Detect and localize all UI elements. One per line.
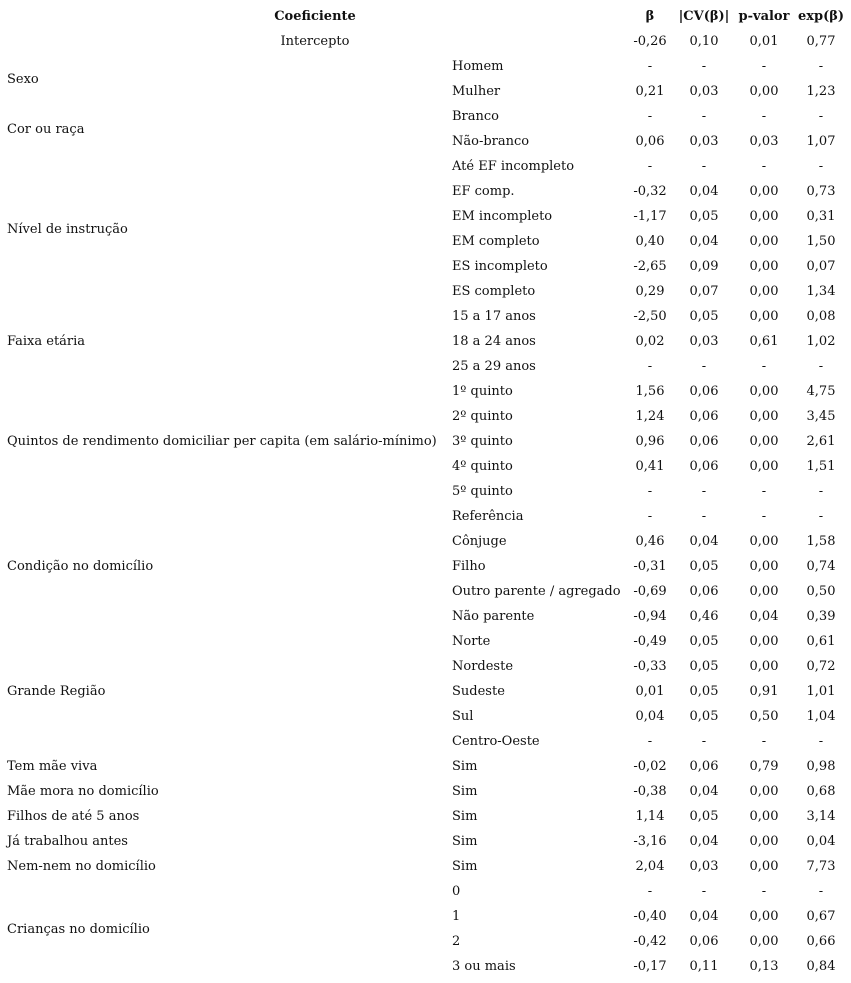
header-coeficiente: Coeficiente xyxy=(274,9,356,24)
p-value-cell: 0,00 xyxy=(749,584,779,599)
cv-cell: 0,06 xyxy=(689,934,719,949)
p-value-cell: 0,00 xyxy=(749,634,779,649)
beta-cell: 0,01 xyxy=(635,684,665,699)
cv-cell: 0,03 xyxy=(689,859,719,874)
level-label: ES completo xyxy=(452,284,536,299)
p-value-cell: - xyxy=(761,359,767,374)
p-value-cell: 0,00 xyxy=(749,659,779,674)
exp-beta-cell: 0,39 xyxy=(806,609,836,624)
exp-beta-cell: - xyxy=(818,359,824,374)
p-value-cell: - xyxy=(761,109,767,124)
level-label: Não parente xyxy=(452,609,535,624)
level-label: 2 xyxy=(452,934,461,949)
exp-beta-cell: 0,04 xyxy=(806,834,836,849)
p-value-cell: 0,00 xyxy=(749,184,779,199)
beta-cell: - xyxy=(647,359,653,374)
group-label: Grande Região xyxy=(7,684,106,699)
exp-beta-cell: 0,31 xyxy=(806,209,836,224)
level-label: Norte xyxy=(452,634,491,649)
cv-cell: 0,06 xyxy=(689,459,719,474)
exp-beta-cell: 1,07 xyxy=(806,134,836,149)
exp-beta-cell: 0,84 xyxy=(806,959,836,974)
cv-cell: 0,03 xyxy=(689,134,719,149)
exp-beta-cell: 0,68 xyxy=(806,784,836,799)
beta-cell: -0,94 xyxy=(633,609,667,624)
exp-beta-cell: 0,08 xyxy=(806,309,836,324)
beta-cell: 0,96 xyxy=(635,434,665,449)
p-value-cell: 0,79 xyxy=(749,759,779,774)
exp-beta-cell: 0,66 xyxy=(806,934,836,949)
level-label: 0 xyxy=(452,884,461,899)
beta-cell: 1,24 xyxy=(635,409,665,424)
exp-beta-cell: 3,45 xyxy=(806,409,836,424)
level-label: 3º quinto xyxy=(452,434,513,449)
beta-cell: -1,17 xyxy=(633,209,667,224)
exp-beta-cell: - xyxy=(818,484,824,499)
level-label: Centro-Oeste xyxy=(452,734,540,749)
cv-cell: 0,04 xyxy=(689,534,719,549)
exp-beta-cell: 1,01 xyxy=(806,684,836,699)
exp-beta-cell: 1,02 xyxy=(806,334,836,349)
level-label: Sim xyxy=(452,784,478,799)
p-value-cell: 0,00 xyxy=(749,909,779,924)
header-cv: |CV(β)| xyxy=(678,9,730,24)
beta-cell: - xyxy=(647,159,653,174)
beta-cell: 0,06 xyxy=(635,134,665,149)
group-label: Nível de instrução xyxy=(7,221,128,237)
p-value-cell: 0,00 xyxy=(749,309,779,324)
group-label: Condição no domicílio xyxy=(7,559,154,574)
cv-cell: - xyxy=(701,359,707,374)
level-label: 1º quinto xyxy=(452,384,513,399)
cv-cell: 0,06 xyxy=(689,409,719,424)
level-label: Sul xyxy=(452,709,474,724)
level-label: Sim xyxy=(452,809,478,824)
level-label: Nordeste xyxy=(452,659,514,674)
p-value-cell: - xyxy=(761,734,767,749)
cv-cell: 0,05 xyxy=(689,634,719,649)
beta-cell: 0,02 xyxy=(635,334,665,349)
beta-cell: - xyxy=(647,484,653,499)
p-value-cell: 0,00 xyxy=(749,934,779,949)
cv-cell: 0,05 xyxy=(689,809,719,824)
cv-cell: 0,04 xyxy=(689,909,719,924)
exp-beta-cell: - xyxy=(818,159,824,174)
p-value-cell: 0,00 xyxy=(749,809,779,824)
exp-beta-cell: 1,34 xyxy=(806,284,836,299)
exp-beta-cell: 0,98 xyxy=(806,759,836,774)
exp-beta-cell: 1,23 xyxy=(806,84,836,99)
exp-beta-cell: 7,73 xyxy=(806,859,836,874)
cv-cell: 0,11 xyxy=(689,959,719,974)
p-value-cell: - xyxy=(761,59,767,74)
group-label: Faixa etária xyxy=(7,334,86,349)
level-label: 3 ou mais xyxy=(452,959,516,974)
group-label: Mãe mora no domicílio xyxy=(7,784,159,799)
beta-cell: 1,14 xyxy=(635,809,665,824)
cv-cell: 0,03 xyxy=(689,84,719,99)
cv-cell: - xyxy=(701,509,707,524)
level-label: Homem xyxy=(452,59,504,74)
intercept-cv: 0,10 xyxy=(689,34,719,49)
exp-beta-cell: - xyxy=(818,734,824,749)
p-value-cell: 0,00 xyxy=(749,234,779,249)
group-label: Já trabalhou antes xyxy=(7,834,128,849)
exp-beta-cell: 0,74 xyxy=(806,559,836,574)
exp-beta-cell: - xyxy=(818,109,824,124)
level-label: Não-branco xyxy=(452,134,530,149)
p-value-cell: 0,04 xyxy=(749,609,779,624)
level-label: 5º quinto xyxy=(452,484,513,499)
group-label: Nem-nem no domicílio xyxy=(7,859,156,874)
cv-cell: - xyxy=(701,884,707,899)
p-value-cell: 0,13 xyxy=(749,959,779,974)
beta-cell: 0,29 xyxy=(635,284,665,299)
level-label: Referência xyxy=(452,509,524,524)
cv-cell: 0,04 xyxy=(689,784,719,799)
cv-cell: 0,04 xyxy=(689,834,719,849)
beta-cell: -0,40 xyxy=(633,909,667,924)
p-value-cell: 0,00 xyxy=(749,434,779,449)
exp-beta-cell: 4,75 xyxy=(806,384,836,399)
beta-cell: -2,65 xyxy=(633,259,667,274)
p-value-cell: 0,00 xyxy=(749,859,779,874)
p-value-cell: 0,00 xyxy=(749,784,779,799)
exp-beta-cell: 0,67 xyxy=(806,909,836,924)
p-value-cell: 0,00 xyxy=(749,209,779,224)
group-label: Quintos de rendimento domiciliar per capita (em salário-mínimo) xyxy=(7,434,437,449)
beta-cell: -0,69 xyxy=(633,584,667,599)
intercept-p-value: 0,01 xyxy=(749,34,779,49)
p-value-cell: 0,03 xyxy=(749,134,779,149)
beta-cell: 2,04 xyxy=(635,859,665,874)
cv-cell: 0,04 xyxy=(689,184,719,199)
p-value-cell: - xyxy=(761,884,767,899)
beta-cell: - xyxy=(647,509,653,524)
level-label: 1 xyxy=(452,909,461,924)
p-value-cell: 0,00 xyxy=(749,834,779,849)
p-value-cell: 0,61 xyxy=(749,334,779,349)
group-label: Tem mãe viva xyxy=(7,759,98,774)
level-label: Sim xyxy=(452,859,478,874)
exp-beta-cell: 1,50 xyxy=(806,234,836,249)
level-label: 25 a 29 anos xyxy=(452,359,536,374)
cv-cell: - xyxy=(701,109,707,124)
beta-cell: 0,21 xyxy=(635,84,665,99)
cv-cell: 0,46 xyxy=(689,609,719,624)
exp-beta-cell: 0,73 xyxy=(806,184,836,199)
level-label: ES incompleto xyxy=(452,259,548,274)
cv-cell: 0,05 xyxy=(689,309,719,324)
exp-beta-cell: - xyxy=(818,884,824,899)
cv-cell: 0,07 xyxy=(689,284,719,299)
group-label: Crianças no domicílio xyxy=(7,921,150,937)
p-value-cell: 0,00 xyxy=(749,384,779,399)
exp-beta-cell: - xyxy=(818,509,824,524)
level-label: Sim xyxy=(452,759,478,774)
level-label: Sim xyxy=(452,834,478,849)
p-value-cell: - xyxy=(761,484,767,499)
cv-cell: 0,06 xyxy=(689,434,719,449)
level-label: Outro parente / agregado xyxy=(452,584,621,599)
p-value-cell: 0,00 xyxy=(749,534,779,549)
cv-cell: 0,05 xyxy=(689,559,719,574)
beta-cell: -0,02 xyxy=(633,759,667,774)
p-value-cell: 0,00 xyxy=(749,459,779,474)
level-label: EM completo xyxy=(452,234,540,249)
group-label: Cor ou raça xyxy=(7,121,85,137)
p-value-cell: 0,00 xyxy=(749,559,779,574)
beta-cell: 0,46 xyxy=(635,534,665,549)
cv-cell: 0,05 xyxy=(689,659,719,674)
p-value-cell: 0,00 xyxy=(749,259,779,274)
level-label: Filho xyxy=(452,559,486,574)
intercept-label: Intercepto xyxy=(280,34,350,49)
header-exp-beta: exp(β) xyxy=(797,9,845,24)
p-value-cell: 0,50 xyxy=(749,709,779,724)
beta-cell: - xyxy=(647,734,653,749)
p-value-cell: - xyxy=(761,159,767,174)
beta-cell: 0,41 xyxy=(635,459,665,474)
cv-cell: 0,05 xyxy=(689,709,719,724)
intercept-beta: -0,26 xyxy=(633,34,667,49)
level-label: Mulher xyxy=(452,84,501,99)
cv-cell: - xyxy=(701,484,707,499)
beta-cell: -0,32 xyxy=(633,184,667,199)
cv-cell: - xyxy=(701,159,707,174)
beta-cell: - xyxy=(647,884,653,899)
beta-cell: -0,33 xyxy=(633,659,667,674)
beta-cell: -0,17 xyxy=(633,959,667,974)
cv-cell: 0,05 xyxy=(689,684,719,699)
exp-beta-cell: 3,14 xyxy=(806,809,836,824)
beta-cell: -0,31 xyxy=(633,559,667,574)
level-label: 15 a 17 anos xyxy=(452,309,536,324)
level-label: Branco xyxy=(452,109,499,124)
level-label: 4º quinto xyxy=(452,459,513,474)
exp-beta-cell: 0,72 xyxy=(806,659,836,674)
cv-cell: 0,04 xyxy=(689,234,719,249)
intercept-exp: 0,77 xyxy=(806,34,836,49)
p-value-cell: 0,91 xyxy=(749,684,779,699)
beta-cell: -0,38 xyxy=(633,784,667,799)
beta-cell: -0,42 xyxy=(633,934,667,949)
header-p-valor: p-valor xyxy=(738,9,790,24)
exp-beta-cell: 2,61 xyxy=(806,434,836,449)
p-value-cell: 0,00 xyxy=(749,84,779,99)
exp-beta-cell: 0,50 xyxy=(806,584,836,599)
cv-cell: 0,09 xyxy=(689,259,719,274)
p-value-cell: - xyxy=(761,509,767,524)
group-label: Sexo xyxy=(7,71,39,87)
beta-cell: 0,40 xyxy=(635,234,665,249)
cv-cell: - xyxy=(701,734,707,749)
level-label: Sudeste xyxy=(452,684,505,699)
cv-cell: 0,03 xyxy=(689,334,719,349)
p-value-cell: 0,00 xyxy=(749,284,779,299)
p-value-cell: 0,00 xyxy=(749,409,779,424)
beta-cell: 1,56 xyxy=(635,384,665,399)
beta-cell: -3,16 xyxy=(633,834,667,849)
level-label: 2º quinto xyxy=(452,409,513,424)
level-label: EF comp. xyxy=(452,184,515,199)
level-label: Cônjuge xyxy=(452,534,507,549)
beta-cell: -0,49 xyxy=(633,634,667,649)
beta-cell: - xyxy=(647,59,653,74)
level-label: EM incompleto xyxy=(452,209,553,224)
beta-cell: -2,50 xyxy=(633,309,667,324)
cv-cell: - xyxy=(701,59,707,74)
cv-cell: 0,05 xyxy=(689,209,719,224)
cv-cell: 0,06 xyxy=(689,759,719,774)
level-label: 18 a 24 anos xyxy=(452,334,536,349)
exp-beta-cell: 0,61 xyxy=(806,634,836,649)
header-beta: β xyxy=(645,9,655,24)
exp-beta-cell: 1,04 xyxy=(806,709,836,724)
cv-cell: 0,06 xyxy=(689,584,719,599)
beta-cell: - xyxy=(647,109,653,124)
exp-beta-cell: 1,58 xyxy=(806,534,836,549)
exp-beta-cell: - xyxy=(818,59,824,74)
level-label: Até EF incompleto xyxy=(452,159,575,174)
group-label: Filhos de até 5 anos xyxy=(7,809,140,824)
exp-beta-cell: 0,07 xyxy=(806,259,836,274)
exp-beta-cell: 1,51 xyxy=(806,459,836,474)
beta-cell: 0,04 xyxy=(635,709,665,724)
cv-cell: 0,06 xyxy=(689,384,719,399)
